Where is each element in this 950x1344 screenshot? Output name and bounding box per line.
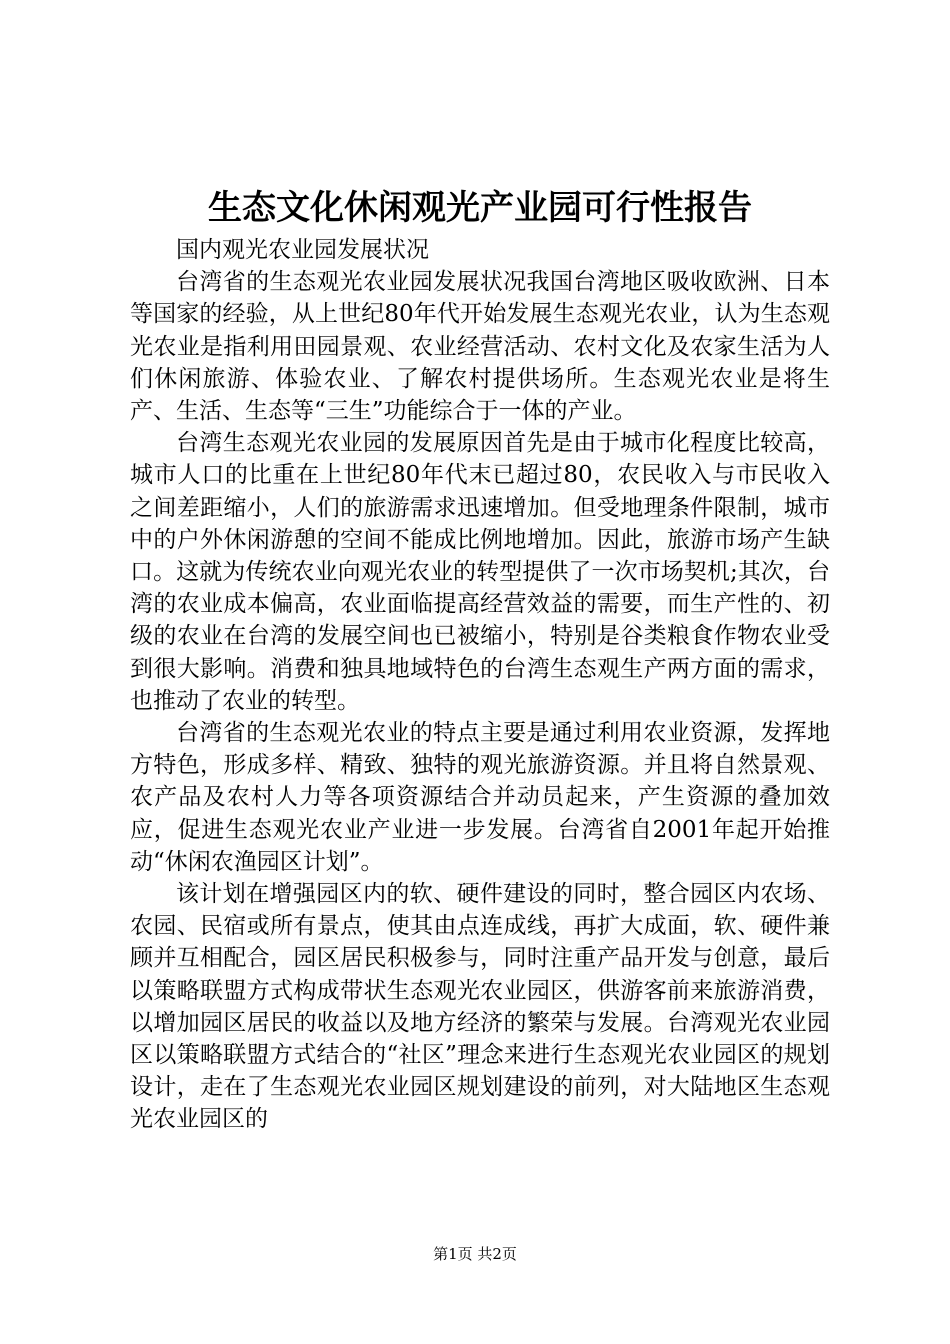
body-paragraph: 台湾省的生态观光农业的特点主要是通过利用农业资源，发挥地方特色，形成多样、精致、独特的观光旅游资源。并且将自然景观、农产品及农村人力等各项资源结合并动员起来，产生资源的叠加效应，促进生态观光农业产业进一步发展。台湾省自2001年起开始推动“休闲农渔园区计划”。 [130, 720, 830, 875]
body-paragraph: 该计划在增强园区内的软、硬件建设的同时，整合园区内农场、农园、民宿或所有景点，使其由点连成线，再扩大成面，软、硬件兼顾并互相配合，园区居民积极参与，同时注重产品开发与创意，最后以策略联盟方式构成带状生态观光农业园区，供游客前来旅游消费，以增加园区居民的收益以及地方经济的繁荣与发展。台湾观光农业园区以策略联盟方式结合的“社区”理念来进行生态观光农业园区的规划设计，走在了生态观光农业园区规划建设的前列，对大陆地区生态观光农业园区的 [130, 881, 830, 1133]
section-heading: 国内观光农业园发展状况 [176, 237, 429, 263]
body-paragraph: 台湾省的生态观光农业园发展状况我国台湾地区吸收欧洲、日本等国家的经验，从上世纪80年代开始发展生态观光农业，认为生态观光农业是指利用田园景观、农业经营活动、农村文化及农家生活为人们休闲旅游、体验农业、了解农村提供场所。生态观光农业是将生产、生活、生态等“三生”功能综合于一体的产业。 [130, 269, 830, 425]
page-footer: 第1页 共2页 [433, 1245, 517, 1263]
document-title: 生态文化休闲观光产业园可行性报告 [208, 188, 752, 228]
document-body [130, 234, 830, 1136]
body-paragraph: 台湾生态观光农业园的发展原因首先是由于城市化程度比较高，城市人口的比重在上世纪80年代末已超过80，农民收入与市民收入之间差距缩小，人们的旅游需求迅速增加。但受地理条件限制，城市中的户外休闲游憩的空间不能成比例地增加。因此，旅游市场产生缺口。这就为传统农业向观光农业的转型提供了一次市场契机;其次，台湾的农业成本偏高，农业面临提高经营效益的需要，而生产性的、初级的农业在台湾的发展空间也已被缩小，特别是谷类粮食作物农业受到很大影响。消费和独具地域特色的台湾生态观生产两方面的需求，也推动了农业的转型。 [130, 430, 830, 714]
